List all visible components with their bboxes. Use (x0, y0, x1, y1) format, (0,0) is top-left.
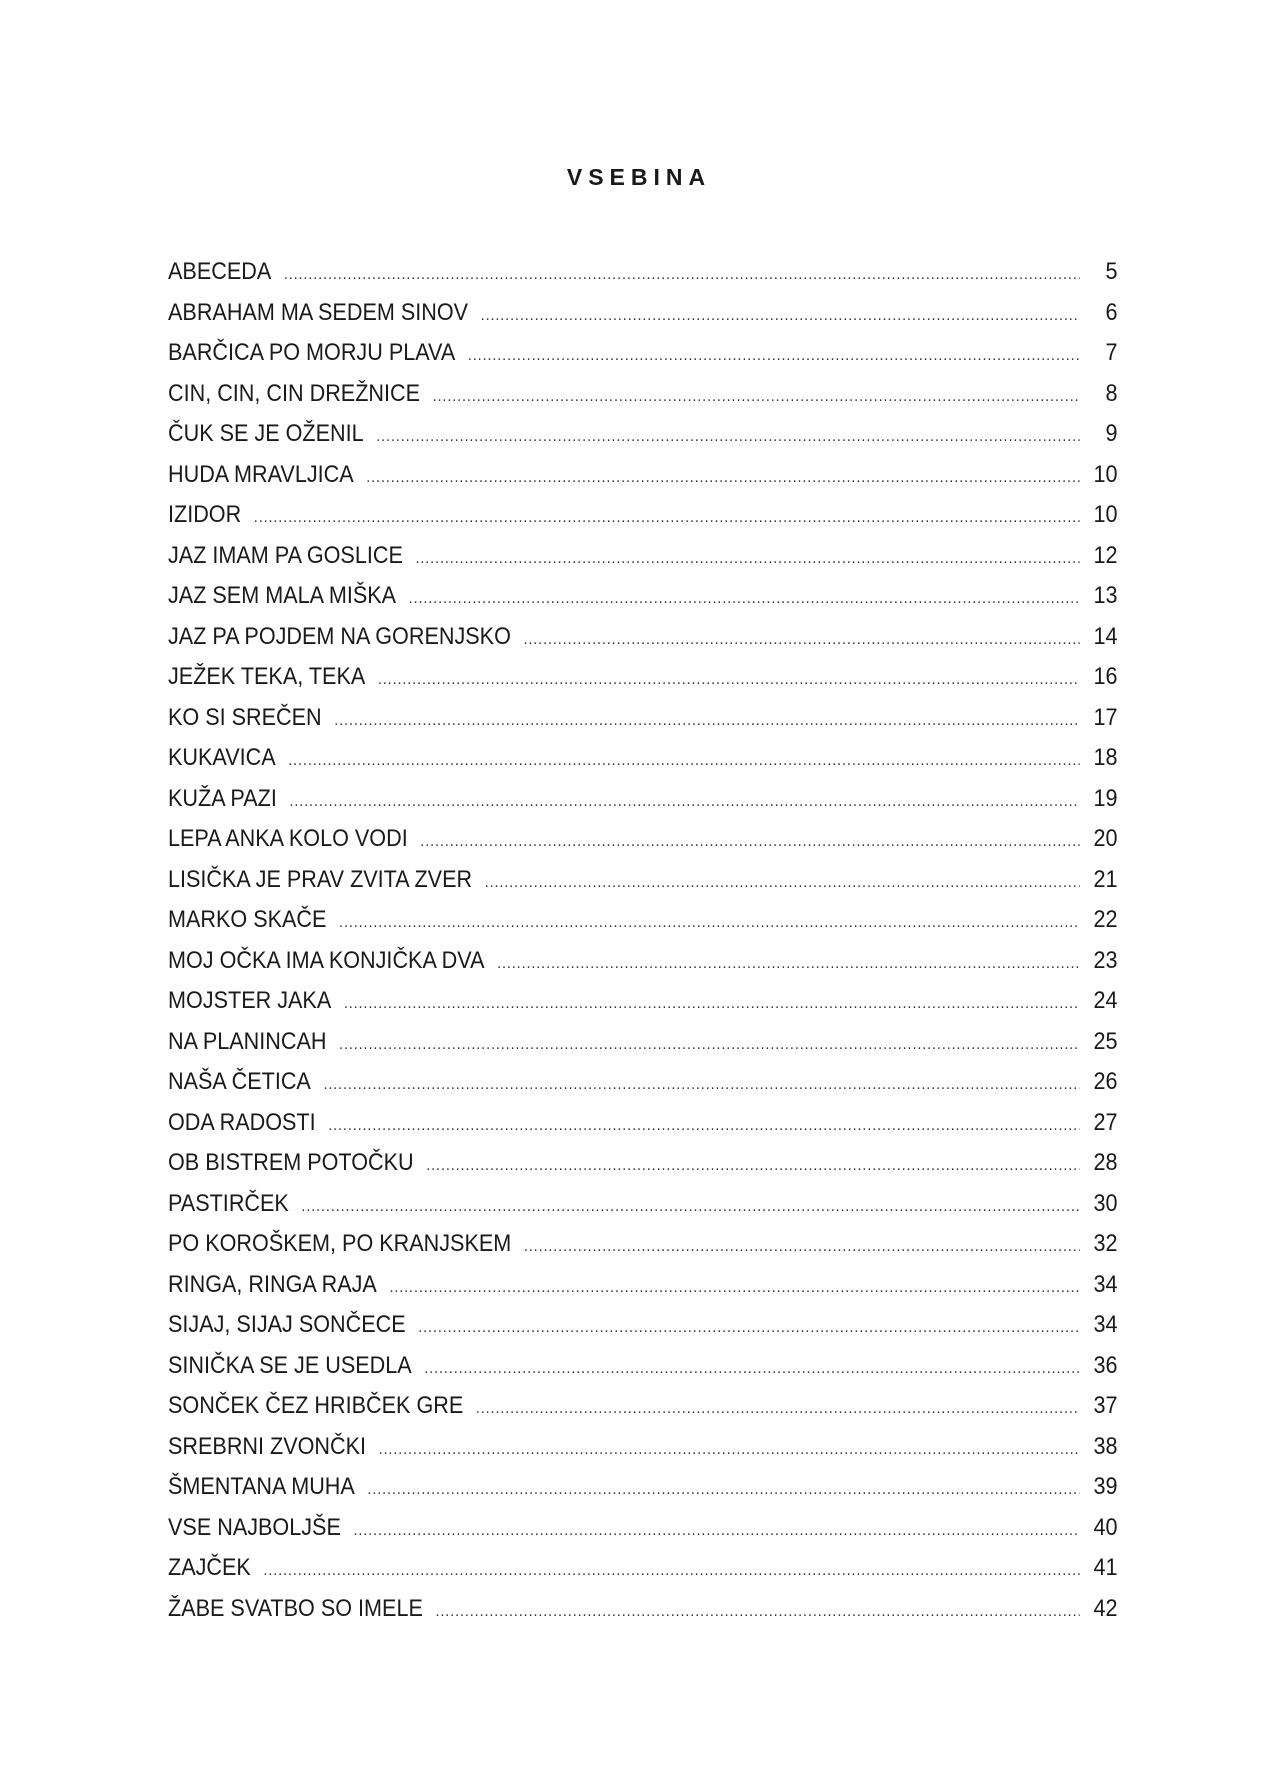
toc-dot-leader (353, 1522, 1079, 1540)
toc-dot-leader (524, 1238, 1080, 1256)
toc-entry (168, 1109, 1118, 1150)
toc-entry-title: JAZ SEM MALA MIŠKA (168, 582, 397, 609)
toc-entry-title: KUŽA PAZI (168, 784, 277, 812)
toc-entry (168, 1271, 1118, 1312)
toc-entry (168, 1392, 1118, 1433)
toc-entry-page: 10 (1093, 501, 1118, 528)
toc-entry (168, 623, 1118, 664)
table-of-contents (168, 258, 1118, 1635)
toc-entry-page: 37 (1093, 1392, 1118, 1419)
toc-entry-page: 23 (1093, 946, 1118, 974)
toc-dot-leader (339, 914, 1080, 932)
toc-entry (168, 663, 1118, 704)
toc-dot-leader (424, 1360, 1079, 1378)
toc-entry-title: RINGA, RINGA RAJA (168, 1270, 377, 1298)
toc-entry-title: HUDA MRAVLJICA (168, 460, 354, 488)
toc-entry-title: ŠMENTANA MUHA (168, 1473, 355, 1500)
toc-dot-leader (523, 631, 1079, 649)
toc-entry (168, 1473, 1118, 1514)
toc-entry-title: JAZ IMAM PA GOSLICE (168, 541, 403, 569)
toc-entry-page: 36 (1093, 1351, 1118, 1379)
toc-entry-title: KUKAVICA (168, 744, 276, 771)
toc-dot-leader (426, 1157, 1079, 1175)
toc-entry-page: 8 (1105, 379, 1118, 407)
toc-entry-page: 16 (1093, 663, 1118, 690)
toc-entry-page: 30 (1093, 1189, 1118, 1217)
toc-entry-page: 21 (1093, 865, 1118, 893)
toc-dot-leader (301, 1198, 1079, 1216)
toc-entry-title: LEPA ANKA KOLO VODI (168, 825, 408, 852)
toc-entry (168, 1554, 1118, 1595)
toc-dot-leader (418, 1319, 1079, 1337)
toc-dot-leader (481, 307, 1080, 325)
toc-entry (168, 542, 1118, 583)
toc-entry (168, 582, 1118, 623)
toc-dot-leader (289, 793, 1079, 811)
toc-dot-leader (379, 1441, 1080, 1459)
toc-dot-leader (344, 995, 1080, 1013)
toc-entry (168, 947, 1118, 988)
toc-dot-leader (485, 874, 1080, 892)
toc-entry (168, 258, 1118, 299)
toc-entry-page: 26 (1093, 1068, 1118, 1095)
toc-entry-title: IZIDOR (168, 501, 242, 528)
toc-entry-title: ČUK SE JE OŽENIL (168, 420, 364, 447)
toc-entry (168, 461, 1118, 502)
toc-entry-title: SONČEK ČEZ HRIBČEK GRE (168, 1392, 464, 1419)
toc-entry-page: 34 (1093, 1311, 1118, 1338)
toc-dot-leader (367, 1481, 1079, 1499)
toc-entry (168, 1595, 1118, 1636)
toc-dot-leader (328, 1117, 1079, 1135)
toc-entry (168, 785, 1118, 826)
toc-entry-title: PASTIRČEK (168, 1189, 289, 1217)
toc-dot-leader (288, 752, 1079, 770)
toc-entry-title: SINIČKA SE JE USEDLA (168, 1351, 412, 1379)
toc-entry-title: SIJAJ, SIJAJ SONČECE (168, 1311, 406, 1338)
toc-entry-page: 34 (1093, 1270, 1118, 1298)
toc-entry-page: 27 (1093, 1108, 1118, 1136)
toc-entry (168, 501, 1118, 542)
toc-entry-title: VSE NAJBOLJŠE (168, 1513, 341, 1541)
toc-entry (168, 866, 1118, 907)
toc-entry-page: 5 (1105, 258, 1118, 285)
toc-dot-leader (468, 347, 1080, 365)
toc-entry-page: 13 (1093, 582, 1118, 609)
toc-entry (168, 299, 1118, 340)
toc-entry-page: 41 (1093, 1554, 1118, 1581)
toc-dot-leader (334, 712, 1079, 730)
toc-entry-page: 19 (1093, 784, 1118, 812)
toc-dot-leader (389, 1279, 1079, 1297)
toc-entry (168, 1068, 1118, 1109)
toc-entry (168, 1311, 1118, 1352)
toc-entry-page: 32 (1093, 1230, 1118, 1257)
toc-dot-leader (435, 1603, 1079, 1621)
toc-entry (168, 906, 1118, 947)
toc-entry-title: NAŠA ČETICA (168, 1068, 311, 1095)
toc-entry-title: ODA RADOSTI (168, 1108, 316, 1136)
toc-entry-page: 20 (1093, 825, 1118, 852)
toc-dot-leader (263, 1562, 1079, 1580)
toc-entry-page: 24 (1093, 987, 1118, 1014)
toc-entry-title: CIN, CIN, CIN DREŽNICE (168, 379, 421, 407)
toc-dot-leader (339, 1036, 1080, 1054)
toc-entry-page: 14 (1093, 622, 1118, 650)
toc-entry (168, 1190, 1118, 1231)
toc-entry-page: 42 (1093, 1594, 1118, 1622)
toc-dot-leader (378, 671, 1080, 689)
toc-entry-page: 28 (1093, 1149, 1118, 1176)
toc-entry (168, 1230, 1118, 1271)
toc-entry (168, 987, 1118, 1028)
toc-entry-page: 9 (1105, 420, 1118, 447)
toc-entry-title: ABRAHAM MA SEDEM SINOV (168, 298, 469, 326)
toc-entry-title: JEŽEK TEKA, TEKA (168, 663, 366, 690)
toc-entry (168, 825, 1118, 866)
toc-entry-page: 7 (1105, 339, 1118, 366)
toc-entry (168, 1514, 1118, 1555)
toc-entry-page: 39 (1093, 1473, 1118, 1500)
toc-dot-leader (366, 469, 1079, 487)
toc-entry-title: ZAJČEK (168, 1554, 251, 1581)
page-title: VSEBINA (566, 164, 712, 190)
toc-entry-page: 17 (1093, 703, 1118, 731)
toc-dot-leader (415, 550, 1079, 568)
toc-entry (168, 339, 1118, 380)
toc-entry-page: 22 (1093, 906, 1118, 933)
toc-entry-title: ŽABE SVATBO SO IMELE (168, 1594, 423, 1622)
toc-entry (168, 1149, 1118, 1190)
toc-entry-page: 18 (1093, 744, 1118, 771)
toc-entry (168, 380, 1118, 421)
toc-entry (168, 1352, 1118, 1393)
toc-dot-leader (433, 388, 1080, 406)
toc-entry-title: SREBRNI ZVONČKI (168, 1432, 367, 1460)
toc-entry-page: 40 (1093, 1513, 1118, 1541)
toc-dot-leader (323, 1076, 1079, 1094)
toc-entry (168, 704, 1118, 745)
toc-entry-page: 12 (1093, 541, 1118, 569)
toc-entry (168, 1433, 1118, 1474)
toc-entry-page: 38 (1093, 1432, 1118, 1460)
toc-entry-page: 10 (1093, 460, 1118, 488)
toc-entry-title: JAZ PA POJDEM NA GORENJSKO (168, 622, 511, 650)
toc-dot-leader (254, 509, 1080, 527)
toc-entry (168, 1028, 1118, 1069)
toc-dot-leader (376, 428, 1079, 446)
toc-dot-leader (284, 266, 1080, 284)
toc-dot-leader (476, 1400, 1080, 1418)
toc-entry-title: ABECEDA (168, 258, 272, 285)
toc-entry-title: BARČICA PO MORJU PLAVA (168, 339, 456, 366)
toc-entry-title: LISIČKA JE PRAV ZVITA ZVER (168, 865, 473, 893)
toc-entry-page: 25 (1093, 1027, 1118, 1055)
toc-entry-title: MOJ OČKA IMA KONJIČKA DVA (168, 946, 485, 974)
toc-entry-title: MARKO SKAČE (168, 906, 327, 933)
toc-entry-title: MOJSTER JAKA (168, 987, 332, 1014)
toc-entry (168, 744, 1118, 785)
toc-dot-leader (420, 833, 1079, 851)
toc-dot-leader (497, 955, 1080, 973)
toc-dot-leader (409, 590, 1080, 608)
toc-entry-title: OB BISTREM POTOČKU (168, 1149, 414, 1176)
toc-entry (168, 420, 1118, 461)
toc-entry-title: PO KOROŠKEM, PO KRANJSKEM (168, 1230, 512, 1257)
toc-entry-title: KO SI SREČEN (168, 703, 322, 731)
toc-entry-title: NA PLANINCAH (168, 1027, 327, 1055)
toc-entry-page: 6 (1105, 298, 1118, 326)
